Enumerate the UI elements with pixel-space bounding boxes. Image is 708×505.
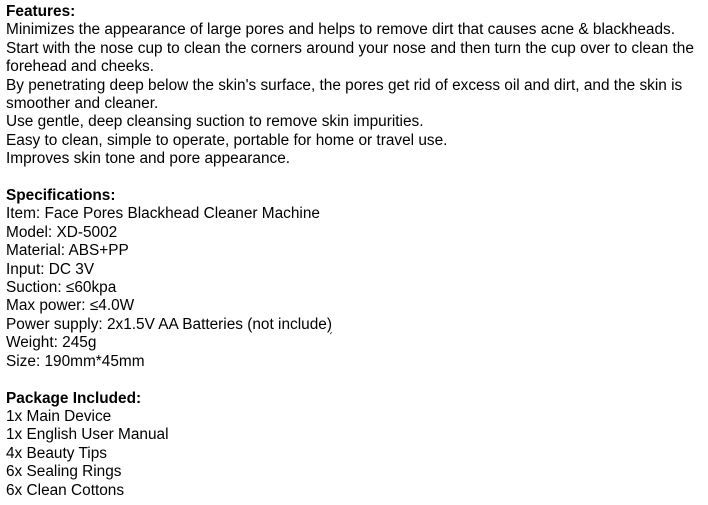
package-item: 1x English User Manual <box>6 426 169 444</box>
feature-line: Minimizes the appearance of large pores and helps to remove dirt that causes acne & blackheads. <box>6 21 676 39</box>
feature-line: Start with the nose cup to clean the corners around your nose and then turn the cup over to clean the forehead and cheeks. <box>6 39 694 76</box>
spec-max-power: Max power: ≤4.0W <box>6 297 135 315</box>
spec-power-supply <box>6 316 706 334</box>
spec-size: Size: 190mm*45mm <box>6 352 145 370</box>
specifications-section <box>6 187 706 371</box>
spec-item: Item: Face Pores Blackhead Cleaner Machine <box>6 205 320 223</box>
package-section <box>6 390 706 500</box>
spec-model: Model: XD-5002 <box>6 223 118 241</box>
features-section <box>6 3 706 169</box>
spec-material: Material: ABS+PP <box>6 242 129 260</box>
spec-weight: Weight: 245g <box>6 334 97 352</box>
feature-line: Easy to clean, simple to operate, portable for home or travel use. <box>6 131 448 149</box>
package-item: 6x Sealing Rings <box>6 463 122 481</box>
spec-suction: Suction: ≤60kpa <box>6 279 117 297</box>
spec-power-supply-text: Power supply: 2x1.5V AA Batteries (not include <box>6 315 327 333</box>
package-heading: Package Included: <box>6 389 142 407</box>
spellcheck-squiggle: ) <box>326 315 332 333</box>
spec-input: Input: DC 3V <box>6 260 95 278</box>
document-body <box>6 3 706 500</box>
package-item: 1x Main Device <box>6 407 112 425</box>
package-item: 4x Beauty Tips <box>6 444 107 462</box>
package-item: 6x Clean Cottons <box>6 481 125 499</box>
feature-line: By penetrating deep below the skin's surface, the pores get rid of excess oil and dirt, and the skin is smoother and cleaner. <box>6 76 683 113</box>
section-spacer <box>6 371 706 389</box>
section-spacer <box>6 169 706 187</box>
feature-line: Improves skin tone and pore appearance. <box>6 150 291 168</box>
features-heading: Features: <box>6 3 76 20</box>
feature-line: Use gentle, deep cleansing suction to remove skin impurities. <box>6 113 424 131</box>
specifications-heading: Specifications: <box>6 187 116 205</box>
